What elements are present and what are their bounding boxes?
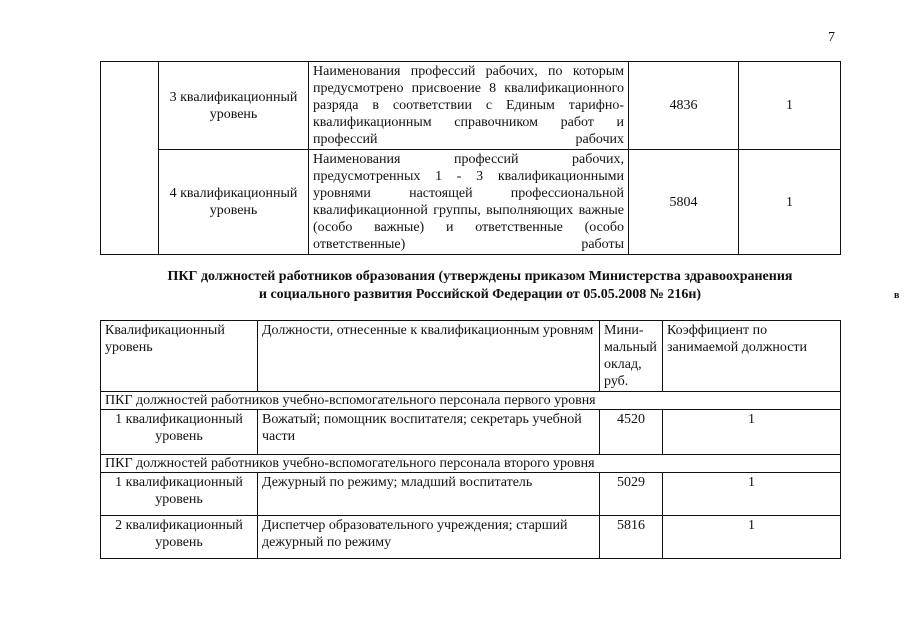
coefficient-cell: 1 — [663, 516, 841, 559]
salary-cell: 5816 — [600, 516, 663, 559]
table-row — [101, 516, 841, 559]
header-positions: Должности, отнесенные к квалификационным уровням — [258, 321, 600, 392]
coefficient-cell: 1 — [739, 62, 841, 150]
table-row — [101, 410, 841, 455]
table-row — [101, 150, 841, 255]
heading-line: и социального развития Российской Федерации от 05.05.2008 № 216н) — [258, 287, 702, 302]
table-row — [101, 62, 841, 150]
heading-line: ПКГ должностей работников образования (утверждены приказом Министерства здравоохранения — [167, 269, 793, 284]
coefficient-cell: 1 — [739, 150, 841, 255]
level-cell: 2 квалификационный уровень — [101, 516, 258, 559]
coefficient-cell: 1 — [663, 410, 841, 455]
group-title: ПКГ должностей работников учебно-вспомогательного персонала второго уровня — [101, 455, 841, 473]
description-cell: Наименования профессий рабочих, предусмотренных 1 - 3 квалификационными уровнями настоящей профессиональной квалификационной группы, выполняющих важные (особо важные) и ответственные (особо ответственные) работы — [309, 150, 629, 255]
page-number: 7 — [828, 30, 835, 45]
level-cell: 4 квалификационный уровень — [159, 150, 309, 255]
positions-cell: Вожатый; помощник воспитателя; секретарь учебной части — [258, 410, 600, 455]
coefficient-cell: 1 — [663, 473, 841, 516]
group-title: ПКГ должностей работников учебно-вспомогательного персонала первого уровня — [101, 392, 841, 410]
stray-mark: в — [894, 290, 900, 301]
header-salary: Мини-мальный оклад, руб. — [600, 321, 663, 392]
header-level: Квалификационный уровень — [101, 321, 258, 392]
salary-cell: 5029 — [600, 473, 663, 516]
description-cell: Наименования профессий рабочих, по которым предусмотрено присвоение 8 квалификационного разряда в соответствии с Единым тарифно-квалификационным справочником работ и профессий рабочих — [309, 62, 629, 150]
empty-cell — [101, 62, 159, 255]
section-heading — [100, 268, 860, 304]
level-cell: 1 квалификационный уровень — [101, 410, 258, 455]
salary-cell: 5804 — [629, 150, 739, 255]
table-header-row — [101, 321, 841, 392]
header-coefficient: Коэффициент по занимаемой должности — [663, 321, 841, 392]
level-cell: 3 квалификационный уровень — [159, 62, 309, 150]
positions-cell: Дежурный по режиму; младший воспитатель — [258, 473, 600, 516]
table-row — [101, 473, 841, 516]
group-row — [101, 392, 841, 410]
salary-cell: 4520 — [600, 410, 663, 455]
positions-cell: Диспетчер образовательного учреждения; старший дежурный по режиму — [258, 516, 600, 559]
group-row — [101, 455, 841, 473]
level-cell: 1 квалификационный уровень — [101, 473, 258, 516]
top-table — [100, 61, 841, 255]
salary-cell: 4836 — [629, 62, 739, 150]
main-table — [100, 320, 841, 559]
